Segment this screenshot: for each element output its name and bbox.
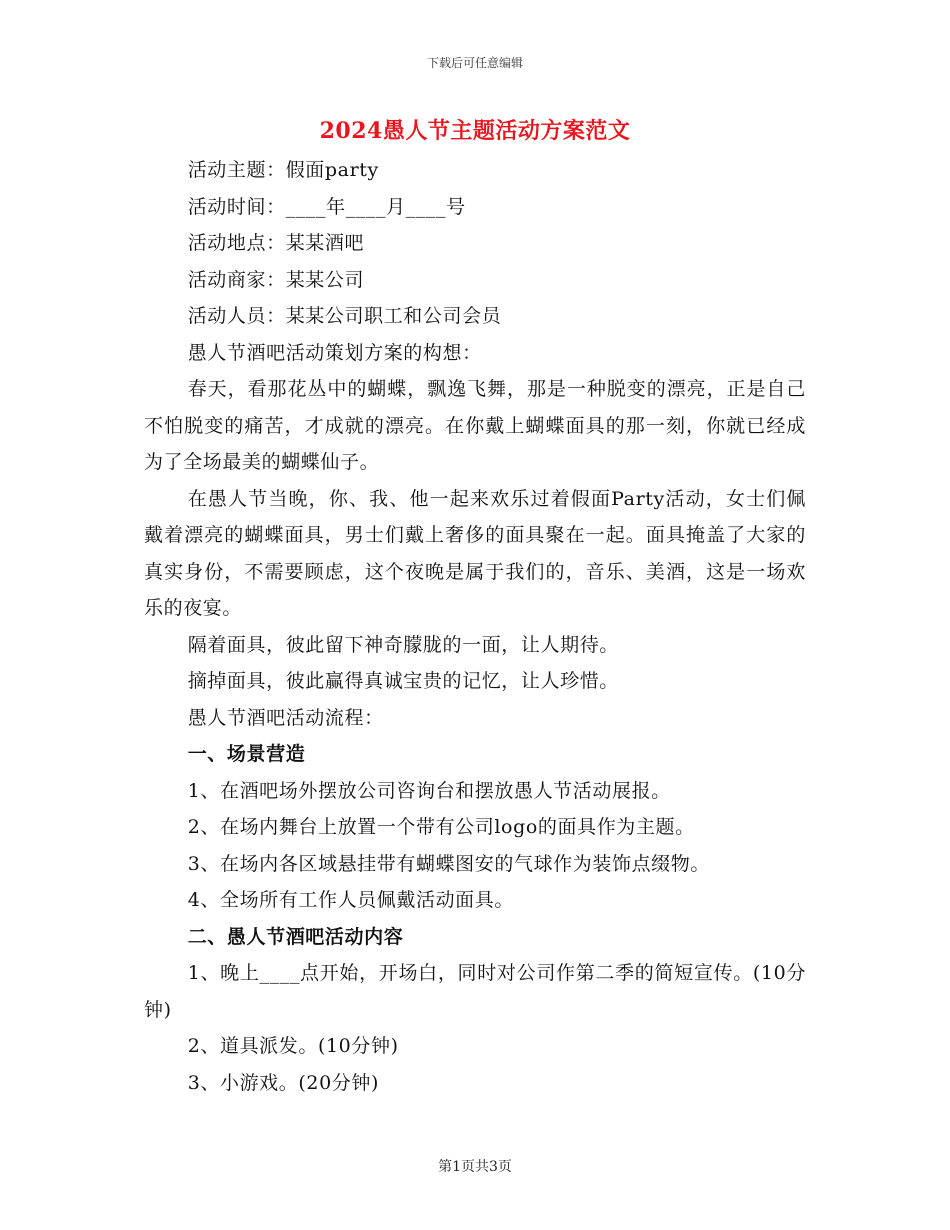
list-item-content-2: 2、道具派发。(10分钟): [187, 1035, 399, 1057]
paragraph-mask-off: 摘掉面具，彼此赢得真诚宝贵的记忆，让人珍惜。: [187, 670, 619, 692]
paragraph-participants: 活动人员：某某公司职工和公司会员: [187, 305, 502, 327]
document-body: [144, 152, 806, 1101]
list-item-scene-4: 4、全场所有工作人员佩戴活动面具。: [187, 889, 514, 911]
list-item-content-1: 1、晚上____点开始，开场白，同时对公司作第二季的简短宣传。(10分钟): [144, 962, 806, 1021]
document-title: 2024愚人节主题活动方案范文: [319, 118, 631, 144]
page-header-note: 下载后可任意编辑: [426, 56, 523, 70]
list-item-scene-1: 1、在酒吧场外摆放公司咨询台和摆放愚人节活动展报。: [187, 779, 671, 802]
section-heading-content: 二、愚人节酒吧活动内容: [187, 925, 404, 948]
paragraph-theme: 活动主题：假面party: [187, 159, 379, 181]
page-number-footer: 第1页共3页: [438, 1159, 512, 1175]
list-item-scene-3: 3、在场内各区域悬挂带有蝴蝶图安的气球作为装饰点缀物。: [187, 852, 710, 875]
paragraph-time: 活动时间：____年____月____号: [187, 195, 466, 218]
paragraph-flow-heading: 愚人节酒吧活动流程：: [187, 706, 384, 729]
paragraph-concept-heading: 愚人节酒吧活动策划方案的构想：: [187, 341, 482, 364]
paragraph-location: 活动地点：某某酒吧: [187, 232, 365, 254]
section-heading-scene: 一、场景营造: [187, 743, 306, 765]
paragraph-merchant: 活动商家：某某公司: [187, 268, 365, 291]
paragraph-mask-on: 隔着面具，彼此留下神奇朦胧的一面，让人期待。: [187, 633, 619, 656]
paragraph-concept-party: 在愚人节当晚，你、我、他一起来欢乐过着假面Party活动，女士们佩戴着漂亮的蝴蝶面具，男士们戴上奢侈的面具聚在一起。面具掩盖了大家的真实身份，不需要顾虑，这个夜晚是属于我们的，音乐、美酒，这是一场欢乐的夜宴。: [144, 487, 806, 619]
list-item-scene-2: 2、在场内舞台上放置一个带有公司logo的面具作为主题。: [187, 816, 695, 838]
list-item-content-3: 3、小游戏。(20分钟): [187, 1071, 379, 1094]
paragraph-concept-spring: 春天，看那花丛中的蝴蝶，飘逸飞舞，那是一种脱变的漂亮，正是自己不怕脱变的痛苦，才成就的漂亮。在你戴上蝴蝶面具的那一刻，你就已经成为了全场最美的蝴蝶仙子。: [144, 378, 806, 473]
